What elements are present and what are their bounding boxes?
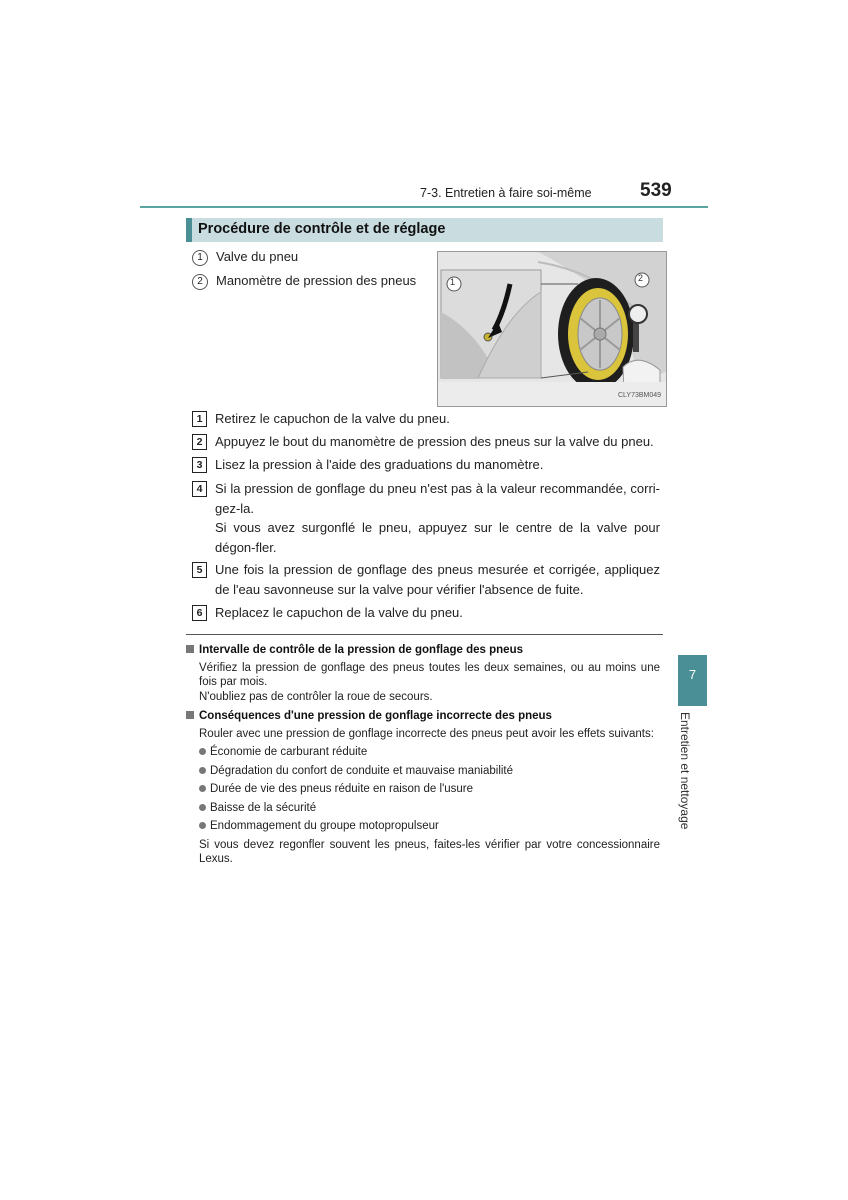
list-item: [199, 820, 439, 832]
step-number: 1: [192, 411, 207, 427]
step-number: 2: [192, 434, 207, 450]
bullet-dot-icon: [199, 804, 206, 811]
tire-pressure-illustration: [437, 251, 667, 407]
section-title-box: [186, 218, 663, 242]
chapter-tab: [678, 655, 707, 706]
list-item: [199, 746, 367, 758]
step-6: [192, 603, 660, 623]
section-title: Procédure de contrôle et de réglage: [198, 221, 446, 237]
running-header-section: 7-3. Entretien à faire soi-même: [420, 186, 592, 200]
step-5: [192, 560, 660, 599]
step-4: [192, 479, 660, 557]
step-number: 4: [192, 481, 207, 497]
notes-divider: [186, 634, 663, 635]
step-number: 5: [192, 562, 207, 578]
callout-number: 2: [192, 274, 208, 290]
figure-code: CLY73BM049: [618, 392, 662, 399]
list-item: [199, 802, 316, 814]
step-1: [192, 409, 660, 429]
step-2: [192, 432, 660, 452]
illustration-svg: [438, 252, 666, 406]
callout-1: [192, 249, 298, 266]
bullet-dot-icon: [199, 767, 206, 774]
square-bullet-icon: [186, 711, 194, 719]
step-text: Retirez le capuchon de la valve du pneu.: [215, 411, 450, 426]
step-text: Lisez la pression à l'aide des graduations du manomètre.: [215, 457, 544, 472]
list-item-text: Économie de carburant réduite: [210, 746, 368, 758]
step-text: Appuyez le bout du manomètre de pression des pneus sur la valve du pneu.: [215, 434, 654, 449]
list-item-text: Dégradation du confort de conduite et mauvaise maniabilité: [210, 765, 514, 777]
step-number: 3: [192, 457, 207, 473]
bullet-dot-icon: [199, 748, 206, 755]
figure-callout-2: 2: [638, 273, 644, 283]
page-number: 539: [640, 180, 672, 201]
note-body: N'oubliez pas de contrôler la roue de secours.: [199, 691, 433, 703]
step-text: Une fois la pression de gonflage des pneus mesurée et corrigée, appliquez de l'eau savonneuse sur la valve pour vérifier l'absence de fuite.: [215, 562, 660, 597]
list-item-text: Durée de vie des pneus réduite en raison de l'usure: [210, 783, 474, 795]
note-title: Intervalle de contrôle de la pression de gonflage des pneus: [199, 644, 523, 656]
step-text-continued: Si vous avez surgonflé le pneu, appuyez sur le centre de la valve pour dégon-fler.: [215, 520, 660, 555]
list-item-text: Baisse de la sécurité: [210, 802, 317, 814]
figure-callout-1: 1: [450, 277, 456, 287]
step-text: Si la pression de gonflage du pneu n'est pas à la valeur recommandée, corri-gez-la.: [215, 481, 660, 516]
section-title-accent: [186, 218, 192, 242]
note-heading-interval: [186, 644, 523, 656]
step-3: [192, 455, 660, 475]
chapter-tab-label-box: [676, 712, 700, 842]
chapter-tab-label: Entretien et nettoyage: [678, 712, 692, 830]
callout-label: Valve du pneu: [216, 249, 299, 264]
note-body: Si vous devez regonfler souvent les pneus, faites-les vérifier par votre concessionnaire Lexus.: [199, 839, 660, 865]
list-item: [199, 765, 513, 777]
note-body: Vérifiez la pression de gonflage des pneus toutes les deux semaines, ou au moins une fois par mois.: [199, 662, 660, 688]
callout-2: [192, 273, 416, 290]
note-heading-consequences: [186, 710, 552, 722]
list-item: [199, 783, 473, 795]
header-rule: [140, 206, 708, 208]
square-bullet-icon: [186, 645, 194, 653]
callout-number: 1: [192, 250, 208, 266]
note-body: Rouler avec une pression de gonflage incorrecte des pneus peut avoir les effets suivants:: [199, 728, 654, 740]
step-text: Replacez le capuchon de la valve du pneu.: [215, 605, 463, 620]
bullet-dot-icon: [199, 785, 206, 792]
note-title: Conséquences d'une pression de gonflage incorrecte des pneus: [199, 710, 552, 722]
step-number: 6: [192, 605, 207, 621]
chapter-number: 7: [688, 667, 697, 682]
bullet-dot-icon: [199, 822, 206, 829]
list-item-text: Endommagement du groupe motopropulseur: [210, 820, 439, 832]
callout-label: Manomètre de pression des pneus: [216, 273, 417, 288]
